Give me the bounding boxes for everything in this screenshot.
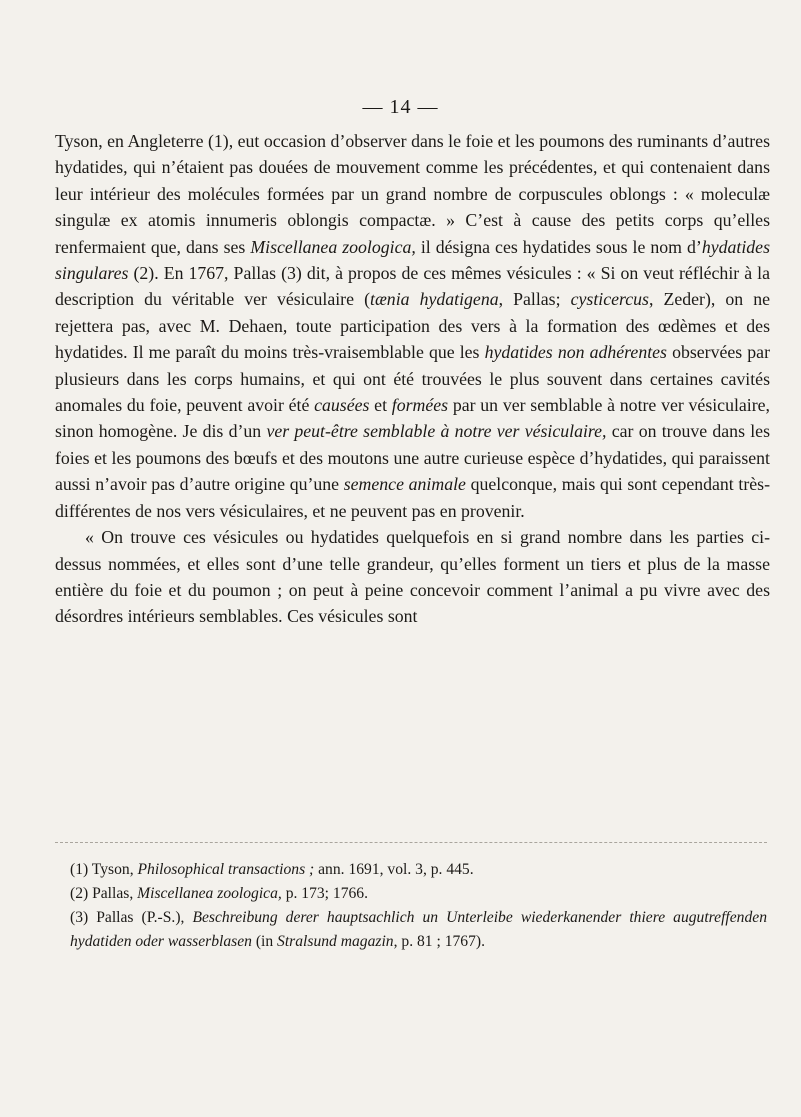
text-run: il désigna ces hydatides sous le nom d’ [415, 236, 702, 257]
text-run: observées par plusieurs dans les corps humains, et qui ont été trouvées le plus souvent dans certaines cavités anomales du foie, peuvent avoir été [55, 342, 770, 416]
page-number: — 14 — [362, 96, 439, 118]
footnote-2 [70, 882, 767, 906]
text-run: et [369, 395, 392, 416]
footnote-text: (in [251, 933, 278, 950]
text-run: (2). En 1767, Pallas (3) dit, à propos de ces mêmes vésicules : « Si on veut réfléchir à la description du véritable ver vésiculaire ( [55, 263, 770, 310]
footnote-divider [55, 842, 767, 843]
main-text [55, 128, 770, 630]
footnote-title: Philosophical transactions ; [137, 861, 315, 878]
italic-term: cysticercus [570, 289, 649, 310]
italic-term: formées [391, 395, 449, 416]
paragraph-1 [55, 128, 770, 524]
paragraph-2: « On trouve ces vésicules ou hydatides quelquefois en si grand nombre dans les parties ci-dessus nommées, et elles sont d’une telle grandeur, qu’elles forment un tiers et plus de la masse entière du foie et du poumon ; on peut à peine concevoir comment l’animal a pu vivre avec des désordres intérieurs semblables. Ces vésicules sont [55, 527, 770, 627]
italic-term: tænia hydatigena [370, 289, 499, 310]
footnote-text: , p. 81 ; 1767). [393, 933, 485, 950]
text-run: , Pallas; [498, 289, 571, 310]
footnote-text: (3) Pallas (P.-S.), [70, 909, 193, 926]
footnote-title: Beschreibung derer hauptsachlich un Unterleibe wiederkanender thiere augutreffenden hydatiden oder wasserblasen [70, 909, 767, 950]
footnote-text: p. 173; 1766. [281, 885, 368, 902]
italic-title: Miscellanea zoologica, [250, 236, 416, 257]
text-run: car on trouve dans les foies et les poumons des bœufs et des moutons une autre curieuse espèce d’hydatides, qui paraissent aussi n’avoir pas d’autre origine qu’une [55, 421, 770, 495]
italic-term: semence animale [343, 474, 466, 495]
italic-term: ver peut-être semblable à notre ver vésiculaire, [266, 421, 607, 442]
footnote-1 [70, 858, 767, 882]
text-run: Tyson, en Angleterre (1), eut occasion d’observer dans le foie et les poumons des ruminants d’autres hydatides, qui n’étaient pas douées de mouvement comme les précédentes, et qui contenaient dans leur intérieur des molécules formées par un grand nombre de corpuscules oblongs : « moleculæ singulæ ex atomis innumeris oblongis compactæ. » C’est à cause des petits corps qu’elles renfermaient que, dans ses [55, 131, 770, 257]
text-run: , Zeder), on ne rejettera pas, avec M. Dehaen, toute participation des vers à la formation des œdèmes et des hydatides. Il me paraît du moins très-vraisemblable que les [55, 289, 771, 363]
footnote-title: Miscellanea zoologica, [137, 885, 282, 902]
italic-term: hydatides singulares [55, 236, 770, 284]
footnote-text: ann. 1691, vol. 3, p. 445. [314, 861, 474, 878]
footnote-3 [70, 906, 767, 954]
text-run: quelconque, mais qui sont cependant très-différentes de nos vers vésiculaires, et ne peuvent pas en provenir. [55, 474, 770, 521]
footnote-title: Stralsund magazin [277, 933, 394, 950]
text-run: par un ver semblable à notre ver vésiculaire, sinon homogène. Je dis d’un [55, 395, 770, 442]
footnote-text: (2) Pallas, [70, 885, 138, 902]
italic-term: causées [314, 395, 370, 416]
footnote-text: (1) Tyson, [70, 861, 138, 878]
footnotes [70, 858, 767, 954]
italic-term: hydatides non adhérentes [484, 342, 667, 363]
